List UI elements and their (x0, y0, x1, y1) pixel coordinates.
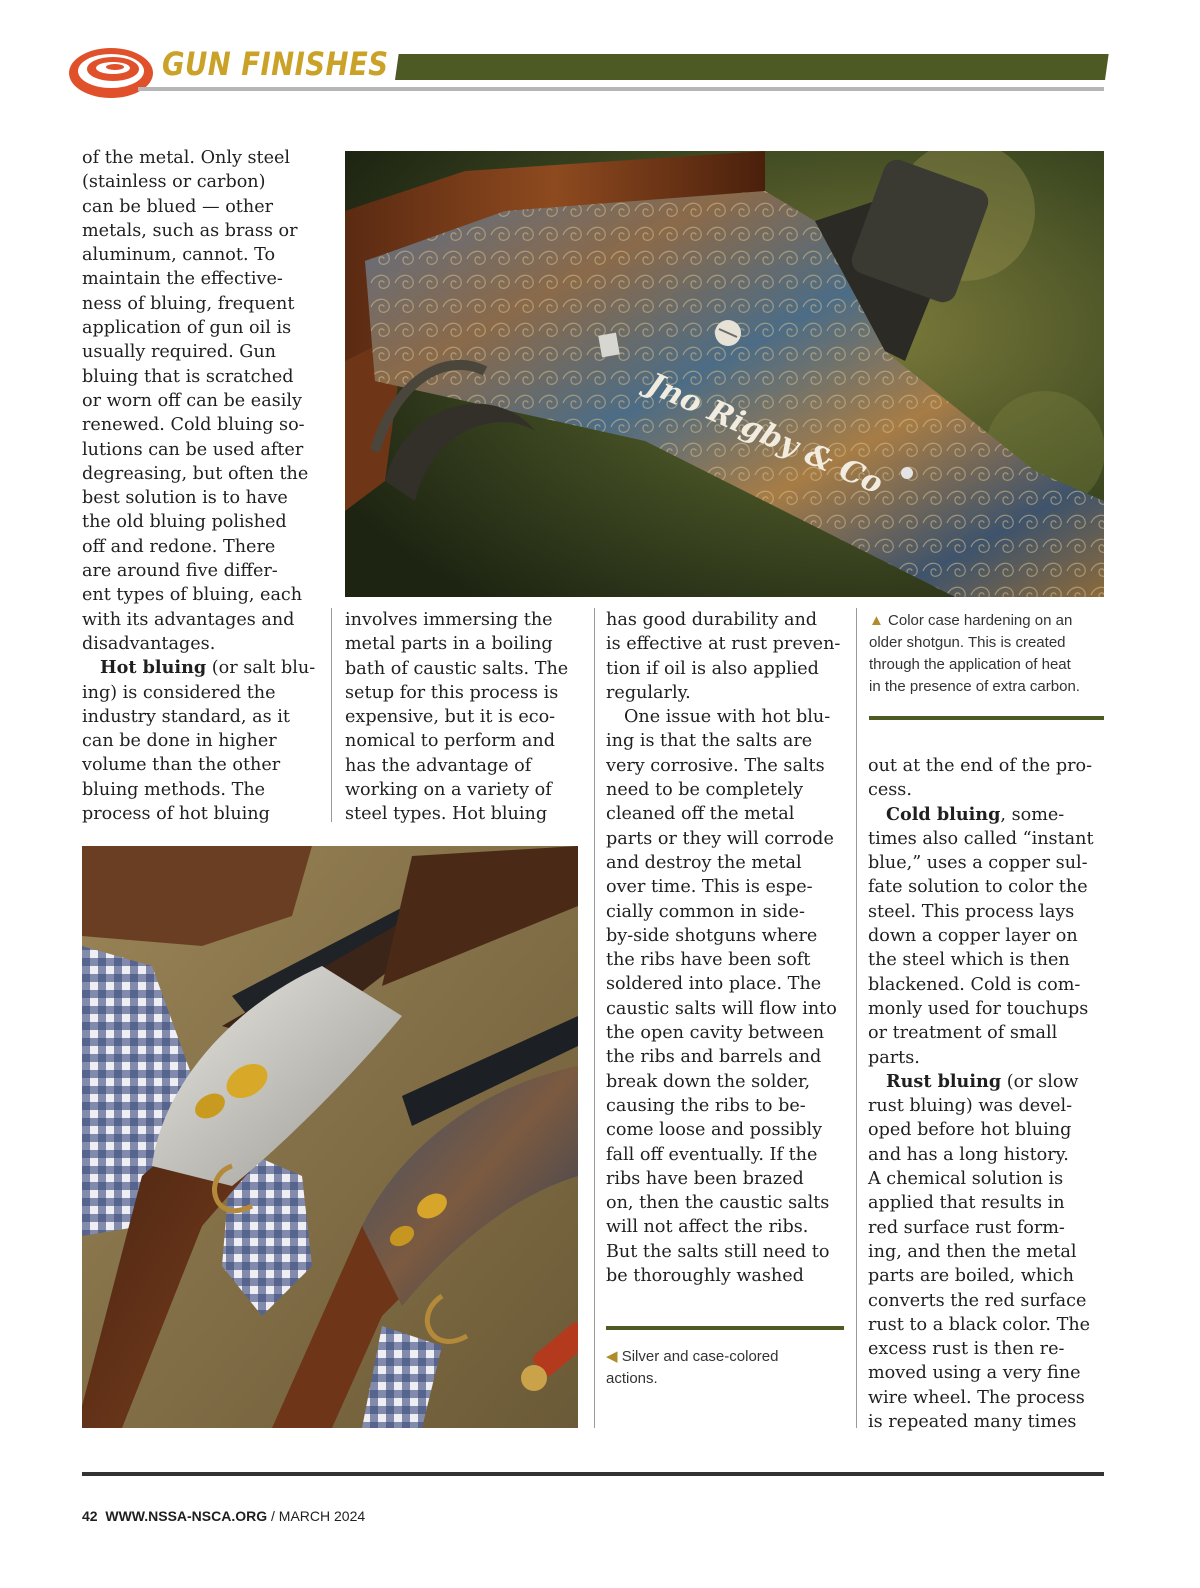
body-line: regularly. (606, 682, 691, 703)
body-line: applied that results in (868, 1193, 1065, 1214)
body-line: caustic salts will flow into (606, 998, 837, 1019)
body-line: and has a long history. (868, 1144, 1069, 1165)
body-line: soldered into place. The (606, 974, 822, 995)
body-line: steel. This process lays (868, 901, 1075, 922)
body-line: bluing that is scratched (82, 366, 294, 387)
body-line: by-side shotguns where (606, 925, 818, 946)
body-line: blue,” uses a copper sul- (868, 853, 1088, 874)
body-line: cially common in side- (606, 901, 805, 922)
body-line: rust bluing) was devel- (868, 1096, 1073, 1117)
body-line: blackened. Cold is com- (868, 974, 1081, 995)
cold-bluing-line (868, 803, 1104, 827)
body-line: fate solution to color the (868, 877, 1088, 898)
body-text: (or salt blu- (206, 658, 316, 679)
body-line: of the metal. Only steel (82, 148, 291, 168)
body-line: lutions can be used after (82, 439, 304, 460)
issue-date: / MARCH 2024 (267, 1508, 366, 1524)
body-line: nomical to perform and (345, 731, 556, 752)
body-line: need to be completely (606, 780, 804, 801)
body-line: ribs have been brazed (606, 1168, 804, 1189)
page-footer (82, 1506, 365, 1526)
body-line: break down the solder, (606, 1071, 811, 1092)
caption-line: actions. (606, 1370, 658, 1387)
body-line: aluminum, cannot. To (82, 245, 276, 266)
body-line: setup for this process is (345, 682, 559, 703)
body-line: fall off eventually. If the (606, 1144, 818, 1165)
body-line: industry standard, as it (82, 706, 290, 727)
body-line: ing, and then the metal (868, 1241, 1077, 1262)
body-line: degreasing, but often the (82, 463, 309, 484)
body-line: oped before hot bluing (868, 1120, 1072, 1141)
body-line: the ribs have been soft (606, 950, 811, 971)
body-line: process of hot bluing (82, 804, 270, 825)
caption-bottom-photo (606, 1346, 846, 1390)
body-line: metal parts in a boiling (345, 634, 553, 655)
body-line: usually required. Gun (82, 342, 276, 363)
body-line: disadvantages. (82, 633, 216, 654)
body-line: bath of caustic salts. The (345, 658, 569, 679)
body-line: moved using a very fine (868, 1363, 1081, 1384)
body-line: with its advantages and (82, 609, 295, 630)
body-line: out at the end of the pro- (868, 756, 1093, 776)
body-line: the open cavity between (606, 1023, 825, 1044)
caption-line (869, 610, 1104, 632)
body-line: causing the ribs to be- (606, 1095, 806, 1116)
text-column-4 (868, 754, 1104, 1434)
caption-line: older shotgun. This is created (869, 634, 1066, 651)
body-line: come loose and possibly (606, 1120, 823, 1141)
body-line: metals, such as brass or (82, 220, 298, 241)
column-divider (331, 608, 332, 822)
body-line: on, then the caustic salts (606, 1193, 830, 1214)
body-line: are around five differ- (82, 561, 278, 582)
body-line: off and redone. There (82, 536, 276, 557)
engraved-maker-name: Jno Rigby & Co (641, 366, 889, 502)
body-line: can be blued — other (82, 196, 274, 217)
triangle-up-icon: ▲ (869, 612, 884, 629)
body-line: and destroy the metal (606, 852, 802, 873)
caption-line (606, 1346, 846, 1368)
footer-rule (82, 1472, 1104, 1476)
body-line: wire wheel. The process (868, 1387, 1085, 1408)
body-line: renewed. Cold bluing so- (82, 415, 305, 436)
body-line: red surface rust form- (868, 1217, 1065, 1238)
caption-rule (869, 716, 1104, 720)
body-line: parts are boiled, which (868, 1266, 1074, 1287)
caption-top-photo (869, 610, 1104, 698)
caption-line: through the application of heat (869, 656, 1071, 673)
rust-bluing-term: Rust bluing (886, 1070, 1002, 1092)
body-line: can be done in higher (82, 731, 277, 752)
body-line: application of gun oil is (82, 318, 292, 339)
body-line: will not affect the ribs. (606, 1217, 809, 1238)
body-line: parts. (868, 1047, 920, 1068)
rust-bluing-line (868, 1070, 1104, 1094)
body-line: One issue with hot blu- (624, 707, 831, 728)
body-text: (or slow (1001, 1071, 1079, 1092)
hot-bluing-line (82, 656, 322, 680)
caption-text: Color case hardening on an (888, 612, 1073, 629)
section-title: GUN FINISHES (162, 45, 389, 83)
body-line: cleaned off the metal (606, 804, 795, 825)
caption-text: Silver and case-colored (621, 1348, 779, 1365)
body-line: maintain the effective- (82, 269, 283, 290)
body-line: converts the red surface (868, 1290, 1087, 1311)
body-line: is repeated many times (868, 1412, 1077, 1433)
body-line: times also called “instant (868, 828, 1094, 849)
clay-target-logo (66, 40, 156, 102)
text-column-1 (82, 146, 322, 826)
body-line: down a copper layer on (868, 926, 1078, 947)
caption-rule (606, 1326, 844, 1330)
hot-bluing-term: Hot bluing (100, 657, 207, 679)
body-line: working on a variety of (345, 780, 552, 801)
body-text: , some- (1000, 804, 1065, 825)
body-line: best solution is to have (82, 488, 288, 509)
body-line: very corrosive. The salts (606, 755, 825, 776)
body-line: ent types of bluing, each (82, 585, 303, 606)
body-line: is effective at rust preven- (606, 634, 841, 655)
body-line: excess rust is then re- (868, 1339, 1065, 1360)
body-line: be thoroughly washed (606, 1266, 804, 1287)
body-line: expensive, but it is eco- (345, 707, 556, 728)
body-line: parts or they will corrode (606, 828, 834, 849)
body-line: (stainless or carbon) (82, 172, 266, 193)
body-line: or treatment of small (868, 1023, 1058, 1044)
body-line: has good durability and (606, 610, 818, 630)
body-line: the ribs and barrels and (606, 1047, 822, 1068)
body-line: A chemical solution is (868, 1169, 1064, 1190)
body-line: ing) is considered the (82, 682, 276, 703)
column-divider (856, 608, 857, 1428)
body-line: involves immersing the (345, 610, 553, 630)
page-number: 42 (82, 1508, 98, 1524)
photo-color-case-hardening (345, 151, 1104, 597)
body-line: tion if oil is also applied (606, 658, 819, 679)
body-line: But the salts still need to (606, 1241, 830, 1262)
triangle-left-icon: ◀ (606, 1348, 618, 1365)
body-line: cess. (868, 780, 912, 801)
text-column-2 (345, 608, 585, 827)
body-line: volume than the other (82, 755, 281, 776)
column-divider (594, 608, 595, 1428)
body-line: bluing methods. The (82, 779, 266, 800)
body-line: rust to a black color. The (868, 1314, 1091, 1335)
body-line: the old bluing polished (82, 512, 287, 533)
body-line: or worn off can be easily (82, 390, 302, 411)
photo-silver-case-colored-actions (82, 846, 578, 1428)
body-line: has the advantage of (345, 755, 532, 776)
body-line: monly used for touchups (868, 998, 1089, 1019)
header-accent-bar (395, 54, 1109, 80)
body-line: ing is that the salts are (606, 731, 813, 752)
text-column-3 (606, 608, 856, 1288)
cold-bluing-term: Cold bluing (886, 803, 1001, 825)
body-line: the steel which is then (868, 950, 1070, 971)
body-line: ness of bluing, frequent (82, 293, 295, 314)
body-line: steel types. Hot bluing (345, 804, 548, 825)
caption-line: in the presence of extra carbon. (869, 678, 1080, 695)
header-rule (138, 87, 1104, 91)
website-link[interactable]: WWW.NSSA-NSCA.ORG (105, 1508, 268, 1524)
body-line: over time. This is espe- (606, 877, 813, 898)
